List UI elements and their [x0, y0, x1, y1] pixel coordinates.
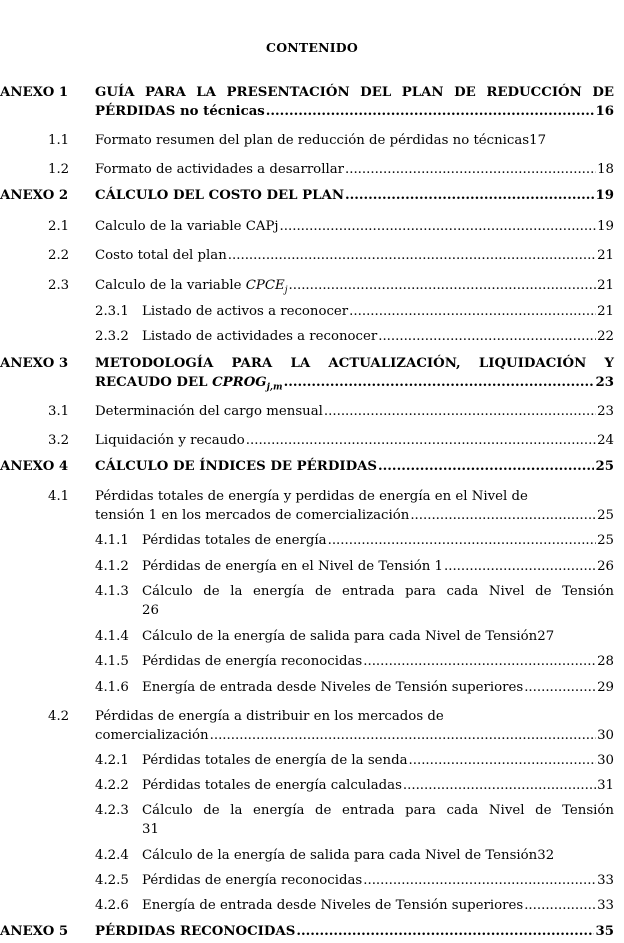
entry-title: Pérdidas totales de energía de la senda	[142, 753, 408, 768]
entry-number: ANEXO 2	[0, 188, 69, 203]
entry-title: Determinación del cargo mensual	[95, 404, 323, 419]
dot-leader	[524, 896, 596, 915]
dot-leader	[378, 327, 596, 346]
dot-leader	[328, 531, 596, 550]
entry-title-line1: Pérdidas de energía a distribuir en los mercados de	[95, 709, 444, 724]
page-number: 30	[597, 728, 614, 743]
entry-title-line1: Cálculo de la energía de entrada para cada Nivel de Tensión	[142, 584, 614, 599]
page-number: 26	[597, 559, 614, 574]
entry-number: 4.1.3	[95, 584, 129, 599]
page-number: 23	[597, 404, 614, 419]
dot-leader	[378, 457, 594, 476]
entry-title: CÁLCULO DEL COSTO DEL PLAN	[95, 188, 344, 203]
page-number: 26	[142, 603, 159, 618]
dot-leader	[324, 402, 596, 421]
dot-leader	[409, 751, 597, 770]
entry-title: Energía de entrada desde Niveles de Tensión superiores	[142, 898, 524, 913]
page-number: 19	[595, 188, 614, 203]
entry-number: 2.3	[48, 278, 70, 293]
entry-number: 4.2.2	[95, 778, 129, 793]
entry-title: Liquidación y recaudo	[95, 433, 245, 448]
entry-number: 4.1.2	[95, 559, 129, 574]
page-number: 32	[537, 848, 555, 863]
dot-leader	[403, 776, 596, 795]
page-number: 16	[595, 104, 614, 119]
page-number: 28	[597, 654, 614, 669]
entry-title: Cálculo de la energía de salida para cada Nivel de Tensión	[142, 629, 538, 644]
entry-title: PÉRDIDAS RECONOCIDAS	[95, 924, 296, 939]
entry-title: Calculo de la variable CAPj	[95, 219, 279, 234]
page-number: 24	[597, 433, 614, 448]
entry-number: ANEXO 1	[0, 85, 69, 100]
entry-title-line1: GUÍA PARA LA PRESENTACIÓN DEL PLAN DE REDUCCIÓN DE	[95, 85, 614, 100]
entry-number: ANEXO 3	[0, 356, 69, 371]
entry-title: Pérdidas de energía reconocidas	[142, 873, 363, 888]
entry-number: 4.1	[48, 489, 70, 504]
entry-title: Energía de entrada desde Niveles de Tensión superiores	[142, 680, 524, 695]
entry-title: CÁLCULO DE ÍNDICES DE PÉRDIDAS	[95, 459, 378, 474]
entry-title: Calculo de la variable $CPCE_j$	[95, 278, 288, 296]
entry-number: ANEXO 4	[0, 459, 69, 474]
dot-leader	[228, 246, 596, 265]
entry-number: 2.2	[48, 248, 70, 263]
entry-number: 2.3.1	[95, 304, 129, 319]
entry-title: Cálculo de la energía de salida para cada Nivel de Tensión	[142, 848, 538, 863]
page-number: 25	[597, 508, 614, 523]
entry-number: 4.2.1	[95, 753, 129, 768]
entry-title-line2: tensión 1 en los mercados de comercialización	[95, 508, 410, 523]
dot-leader	[363, 871, 596, 890]
dot-leader	[345, 160, 596, 179]
entry-number: 4.2.3	[95, 803, 129, 818]
dot-leader	[266, 102, 595, 121]
entry-number: 4.1.1	[95, 533, 129, 548]
entry-title: Listado de actividades a reconocer	[142, 329, 378, 344]
dot-leader	[280, 217, 597, 236]
entry-title-line1: Cálculo de la energía de entrada para cada Nivel de Tensión	[142, 803, 614, 818]
page-number: 23	[595, 375, 614, 390]
dot-leader	[363, 652, 596, 671]
page-number: 31	[597, 778, 614, 793]
entry-title: Listado de activos a reconocer	[142, 304, 349, 319]
entry-title: Pérdidas totales de energía calculadas	[142, 778, 402, 793]
entry-number: 2.3.2	[95, 329, 129, 344]
entry-title-line2: comercialización	[95, 728, 209, 743]
entry-number: 4.2.6	[95, 898, 129, 913]
dot-leader	[296, 922, 594, 941]
entry-title-line2: RECAUDO DEL $CPROG_{j,m}$	[95, 375, 283, 393]
page-number: 33	[597, 873, 614, 888]
entry-title-line1: METODOLOGÍA PARA LA ACTUALIZACIÓN, LIQUIDACIÓN Y	[95, 356, 614, 371]
entry-title: Pérdidas de energía reconocidas	[142, 654, 363, 669]
entry-title: Formato de actividades a desarrollar	[95, 162, 344, 177]
entry-number: 1.2	[48, 162, 70, 177]
entry-number: 3.1	[48, 404, 70, 419]
page-number: 25	[597, 533, 614, 548]
entry-title: Pérdidas de energía en el Nivel de Tensión 1	[142, 559, 443, 574]
dot-leader	[289, 276, 597, 295]
entry-number: 4.2.5	[95, 873, 129, 888]
entry-number: 4.2	[48, 709, 70, 724]
page-number: 21	[597, 248, 614, 263]
toc-title: CONTENIDO	[266, 40, 358, 55]
dot-leader	[284, 373, 595, 392]
dot-leader	[524, 678, 596, 697]
entry-number: 1.1	[48, 133, 70, 148]
dot-leader	[444, 557, 596, 576]
variable-cprog: CPROG	[212, 375, 267, 390]
page-number: 30	[597, 753, 614, 768]
page-number: 22	[597, 329, 614, 344]
entry-number: 4.1.4	[95, 629, 129, 644]
page-number: 19	[597, 219, 614, 234]
entry-number: 4.2.4	[95, 848, 129, 863]
entry-number: 4.1.6	[95, 680, 129, 695]
page-number: 25	[595, 459, 614, 474]
page-number: 17	[529, 133, 547, 148]
entry-title-line1: Pérdidas totales de energía y perdidas de energía en el Nivel de	[95, 489, 528, 504]
entry-number: ANEXO 5	[0, 924, 69, 939]
entry-title: Costo total del plan	[95, 248, 227, 263]
page-number: 21	[597, 304, 614, 319]
dot-leader	[349, 302, 596, 321]
page-number: 33	[597, 898, 614, 913]
entry-title-line2: PÉRDIDAS no técnicas	[95, 104, 265, 119]
dot-leader	[210, 726, 596, 745]
page-number: 18	[597, 162, 614, 177]
page-number: 21	[597, 278, 614, 293]
page-number: 27	[537, 629, 555, 644]
entry-number: 4.1.5	[95, 654, 129, 669]
entry-number: 3.2	[48, 433, 70, 448]
dot-leader	[345, 186, 595, 205]
dot-leader	[246, 431, 596, 450]
entry-title: Formato resumen del plan de reducción de pérdidas no técnicas	[95, 133, 530, 148]
page-number: 29	[597, 680, 614, 695]
dot-leader	[410, 506, 596, 525]
page-number: 31	[142, 822, 159, 837]
entry-number: 2.1	[48, 219, 70, 234]
entry-title: Pérdidas totales de energía	[142, 533, 327, 548]
variable-cpce: CPCE	[245, 278, 285, 293]
page-number: 35	[595, 924, 614, 939]
